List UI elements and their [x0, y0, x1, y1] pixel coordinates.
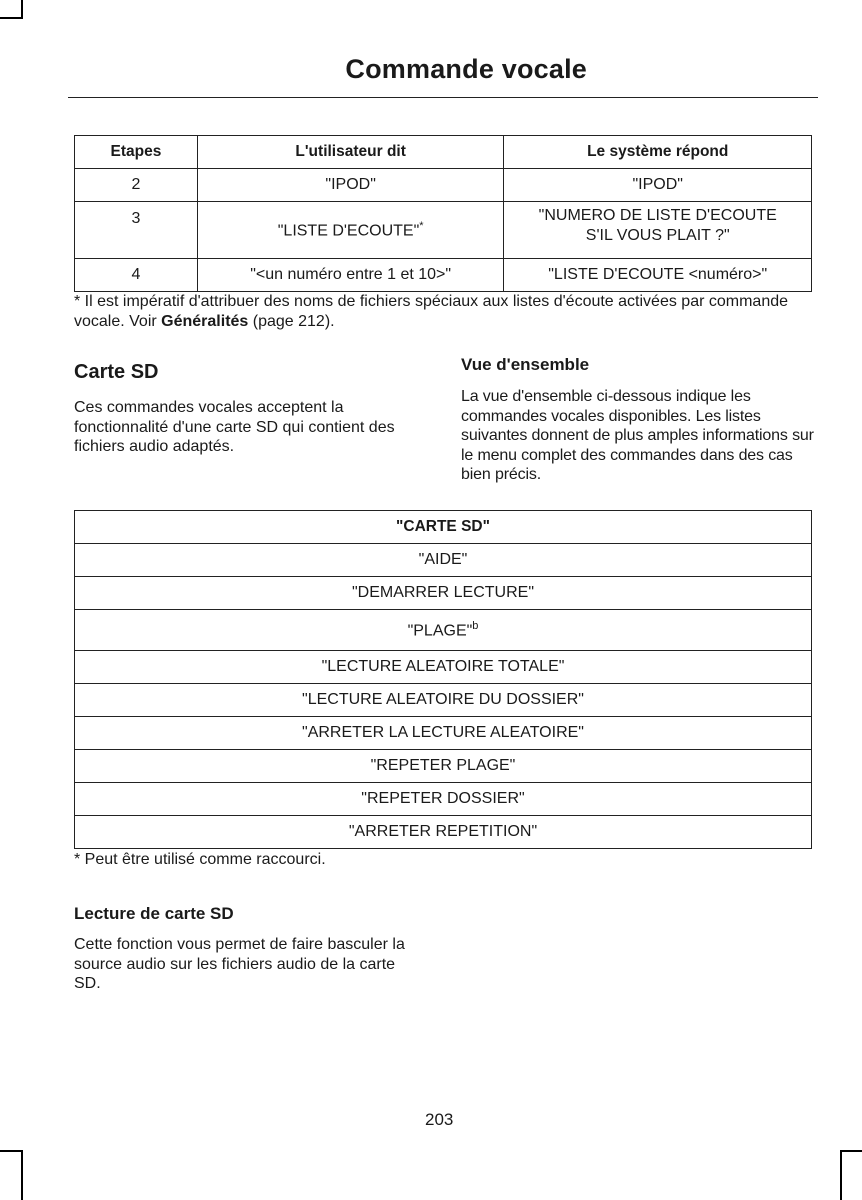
step-cell: 3: [75, 202, 198, 259]
table-row: [75, 577, 812, 610]
command-cell: "LECTURE ALEATOIRE TOTALE": [75, 651, 812, 684]
crop-mark: [21, 0, 23, 18]
command-cell: "ARRETER LA LECTURE ALEATOIRE": [75, 717, 812, 750]
step-cell: 4: [75, 259, 198, 292]
user-says-text: "<un numéro entre 1 et 10>": [250, 266, 452, 283]
command-cell: "DEMARRER LECTURE": [75, 577, 812, 610]
column-header: "CARTE SD": [75, 511, 812, 544]
carte-sd-text: Ces commandes vocales acceptent la fonctionnalité d'une carte SD qui contient des fichiers audio adaptés.: [74, 399, 395, 455]
user-says-cell: [197, 169, 504, 202]
system-reply-line: "NUMERO DE LISTE D'ECOUTE: [538, 207, 777, 224]
sd-commands-table: [74, 510, 812, 849]
system-reply-cell: [504, 202, 812, 259]
command-cell: [75, 610, 812, 651]
table-header-row: [75, 136, 812, 169]
footnote-shortcut: * Peut être utilisé comme raccourci.: [74, 851, 326, 868]
command-cell: "LECTURE ALEATOIRE DU DOSSIER": [75, 684, 812, 717]
crop-mark: [0, 1150, 22, 1152]
command-cell: "AIDE": [75, 544, 812, 577]
generalites-reference: Généralités: [161, 313, 249, 330]
title-divider: [68, 97, 818, 98]
footnote-page-ref: (page 212).: [248, 313, 335, 330]
command-text: "PLAGE": [407, 622, 473, 640]
crop-mark: [0, 17, 23, 19]
table-row: [75, 202, 812, 259]
page-title: Commande vocale: [345, 54, 587, 84]
crop-mark: [840, 1150, 842, 1200]
system-reply-cell: "LISTE D'ECOUTE <numéro>": [504, 259, 812, 292]
table-row: [75, 717, 812, 750]
table-row: [75, 684, 812, 717]
table-row: [75, 169, 812, 202]
vue-ensemble-text: La vue d'ensemble ci-dessous indique les commandes vocales disponibles. Les listes suivantes donnent de plus amples informations sur le menu complet des commandes dans des cas bien précis.: [461, 388, 814, 483]
user-says-text: "IPOD": [325, 176, 376, 193]
footnote-mark: b: [472, 619, 479, 632]
footnote-mark: *: [419, 219, 424, 232]
crop-mark: [840, 1150, 862, 1152]
column-header: Etapes: [75, 136, 198, 169]
step-cell: 2: [75, 169, 198, 202]
table-header-row: [75, 511, 812, 544]
user-says-text: "LISTE D'ECOUTE": [277, 222, 420, 240]
command-cell: "REPETER PLAGE": [75, 750, 812, 783]
table-row: [75, 544, 812, 577]
command-cell: "REPETER DOSSIER": [75, 783, 812, 816]
heading-vue-ensemble: Vue d'ensemble: [461, 355, 590, 374]
heading-lecture-carte-sd: Lecture de carte SD: [74, 904, 234, 923]
system-reply-line: S'IL VOUS PLAIT ?": [585, 227, 730, 244]
system-reply-cell: "IPOD": [504, 169, 812, 202]
footnote-text: * Il est impératif d'attribuer des noms de fichiers spéciaux aux listes d'écoute activées par commande vocale. Voir: [74, 293, 789, 330]
table-row: [75, 816, 812, 849]
user-says-cell: [197, 259, 504, 292]
table-row: [75, 259, 812, 292]
table-row: [75, 610, 812, 651]
table-row: [75, 783, 812, 816]
heading-carte-sd: Carte SD: [74, 361, 159, 383]
column-header: L'utilisateur dit: [197, 136, 504, 169]
steps-table: [74, 135, 812, 292]
page-number: 203: [425, 1110, 454, 1129]
crop-mark: [21, 1150, 23, 1200]
lecture-text: Cette fonction vous permet de faire basculer la source audio sur les fichiers audio de la carte SD.: [74, 936, 405, 992]
user-says-cell: [197, 202, 504, 259]
table-row: [75, 651, 812, 684]
command-cell: "ARRETER REPETITION": [75, 816, 812, 849]
footnote-playlist: [74, 292, 814, 332]
column-header: Le système répond: [504, 136, 812, 169]
table-row: [75, 750, 812, 783]
